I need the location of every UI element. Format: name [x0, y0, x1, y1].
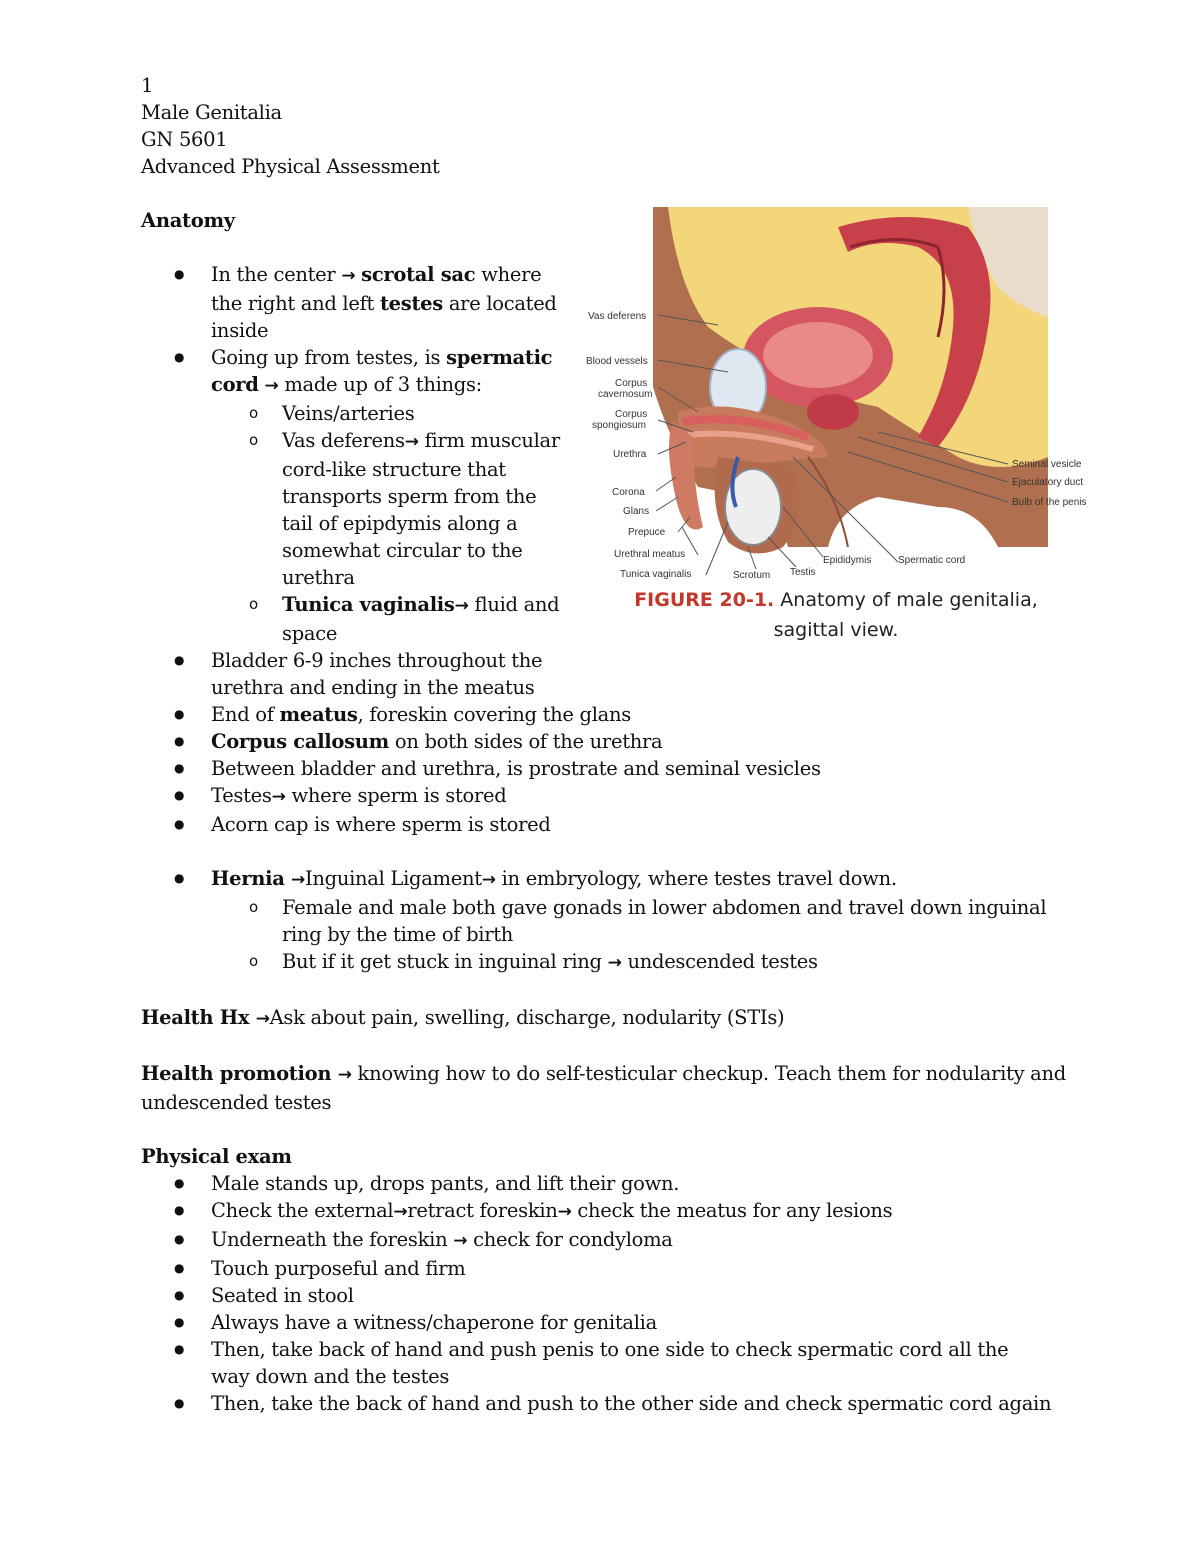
sub-list-item: o Veins/arteries: [141, 400, 1071, 427]
list-item: ● Testes→ where sperm is stored: [141, 782, 1071, 811]
label-bulb: Bulb of the penis: [1012, 497, 1087, 508]
label-tunica-vaginalis: Tunica vaginalis: [620, 569, 692, 580]
list-item: ● Underneath the foreskin → check for condyloma: [141, 1226, 1071, 1255]
arrow-icon: →: [393, 1202, 408, 1222]
list-item: ● Going up from testes, is spermatic cord → made up of 3 things:: [141, 344, 1071, 400]
label-blood-vessels: Blood vessels: [586, 356, 648, 367]
list-item: ● Between bladder and urethra, is prostrate and seminal vesicles: [141, 755, 1071, 782]
list-item: ● Bladder 6-9 inches throughout the urethra and ending in the meatus: [141, 647, 1071, 701]
health-hx-paragraph: Health Hx →Ask about pain, swelling, discharge, nodularity (STIs): [141, 1006, 785, 1029]
figure-caption-text: Anatomy of male genitalia, sagittal view.: [773, 589, 1038, 641]
list-item: ● Then, take the back of hand and push to the other side and check spermatic cord again: [141, 1390, 1071, 1417]
arrow-icon: →: [607, 953, 622, 973]
label-glans: Glans: [623, 506, 650, 517]
label-scrotum: Scrotum: [733, 570, 771, 581]
list-item: ● Then, take back of hand and push penis to one side to check spermatic cord all the way down and the testes: [141, 1336, 1071, 1390]
physical-exam-heading: Physical exam: [141, 1145, 292, 1168]
sub-list-item: o But if it get stuck in inguinal ring → undescended testes: [141, 948, 1071, 977]
label-corpus-spong-2: spongiosum: [592, 420, 646, 431]
anatomy-figure: [578, 207, 1108, 647]
label-seminal-vesicle: Seminal vesicle: [1012, 459, 1082, 470]
list-item: ● Corpus callosum on both sides of the urethra: [141, 728, 1071, 755]
label-testis: Testis: [790, 567, 816, 578]
sub-list-item: o Female and male both gave gonads in lower abdomen and travel down inguinal ring by the time of birth: [141, 894, 1071, 948]
arrow-icon: →: [255, 1009, 270, 1029]
arrow-icon: →: [404, 432, 419, 452]
arrow-icon: →: [341, 266, 356, 286]
label-ejaculatory-duct: Ejaculatory duct: [1012, 477, 1084, 488]
health-promotion-paragraph: Health promotion → knowing how to do self-testicular checkup. Teach them for nodularity and undescended testes: [141, 1062, 1066, 1114]
label-corpus-spong-1: Corpus: [615, 409, 648, 420]
page-number: 1: [141, 74, 154, 97]
hernia-list: [141, 865, 1071, 977]
document-title: Male Genitalia: [141, 101, 282, 124]
label-urethral-meatus: Urethral meatus: [614, 549, 686, 560]
figure-caption: [616, 585, 1056, 645]
arrow-icon: →: [481, 870, 496, 890]
arrow-icon: →: [271, 787, 286, 807]
list-item: ● In the center → scrotal sac where the right and left testes are located inside: [141, 261, 1071, 344]
label-prepuce: Prepuce: [628, 527, 666, 538]
arrow-icon: →: [264, 376, 279, 396]
label-vas-deferens: Vas deferens: [588, 311, 647, 322]
list-item: ● Hernia →Inguinal Ligament→ in embryology, where testes travel down.: [141, 865, 1071, 894]
sub-list-item: o Tunica vaginalis→ fluid and space: [141, 591, 1071, 647]
arrow-icon: →: [453, 1231, 468, 1251]
list-item: ● Check the external→retract foreskin→ check the meatus for any lesions: [141, 1197, 1071, 1226]
anatomy-heading: Anatomy: [141, 209, 235, 232]
arrow-icon: →: [291, 870, 305, 890]
list-item: ● Acorn cap is where sperm is stored: [141, 811, 1071, 838]
course-name: Advanced Physical Assessment: [141, 155, 440, 178]
label-urethra: Urethra: [613, 449, 647, 460]
list-item: ● Seated in stool: [141, 1282, 1071, 1309]
list-item: ● Touch purposeful and firm: [141, 1255, 1071, 1282]
label-corona: Corona: [612, 487, 645, 498]
list-item: ● Male stands up, drops pants, and lift their gown.: [141, 1170, 1071, 1197]
course-code: GN 5601: [141, 128, 228, 151]
arrow-icon: →: [557, 1202, 572, 1222]
label-corpus-cav-1: Corpus: [615, 378, 648, 389]
label-corpus-cav-2: cavernosum: [598, 389, 653, 400]
list-item: ● End of meatus, foreskin covering the glans: [141, 701, 1071, 728]
physical-exam-list: [141, 1170, 1071, 1417]
label-epididymis: Epididymis: [823, 555, 872, 566]
list-item: ● Always have a witness/chaperone for genitalia: [141, 1309, 1071, 1336]
arrow-icon: →: [337, 1065, 352, 1085]
figure-number: FIGURE 20-1.: [634, 589, 775, 611]
sub-list-item: o Vas deferens→ firm muscular cord-like structure that transports sperm from the tail of epipdymis along a somewhat circular to the urethra: [141, 427, 1071, 591]
label-spermatic-cord: Spermatic cord: [898, 555, 966, 566]
arrow-icon: →: [454, 596, 469, 616]
